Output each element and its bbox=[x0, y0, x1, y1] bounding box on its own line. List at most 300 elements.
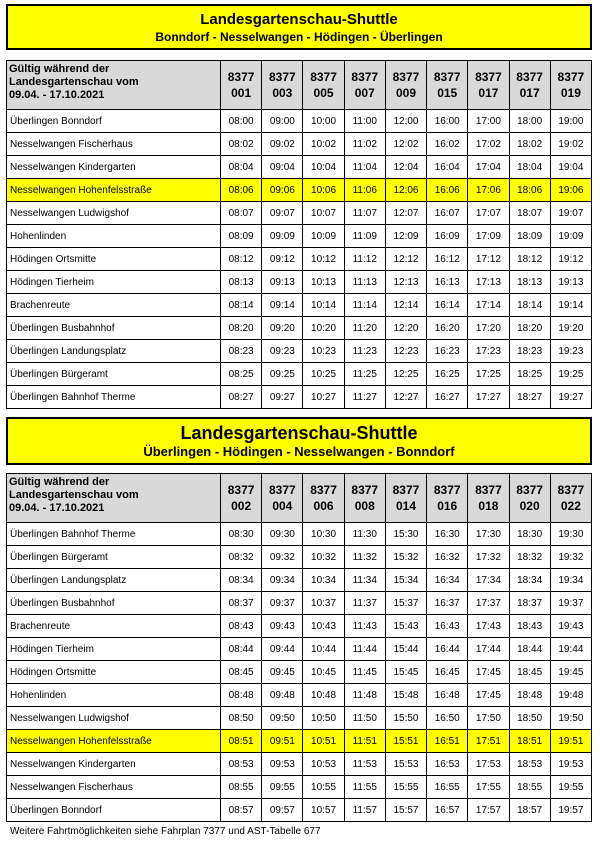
departure-time: 11:27 bbox=[344, 386, 385, 409]
departure-time: 17:00 bbox=[468, 110, 509, 133]
stop-row bbox=[7, 340, 592, 363]
departure-time: 08:45 bbox=[221, 661, 262, 684]
departure-time: 17:06 bbox=[468, 179, 509, 202]
departure-time: 08:43 bbox=[221, 615, 262, 638]
departure-time: 10:20 bbox=[303, 317, 344, 340]
validity-cell bbox=[7, 61, 221, 110]
departure-time: 18:25 bbox=[509, 363, 550, 386]
departure-time: 15:50 bbox=[385, 707, 426, 730]
stop-name: Nesselwangen Fischerhaus bbox=[7, 133, 221, 156]
departure-time: 18:48 bbox=[509, 684, 550, 707]
departure-time: 19:04 bbox=[550, 156, 591, 179]
line-number: 8377 bbox=[227, 70, 255, 84]
departure-time: 12:02 bbox=[385, 133, 426, 156]
trip-number-header bbox=[468, 474, 509, 523]
departure-time: 09:48 bbox=[262, 684, 303, 707]
timetable-2-route: Überlingen - Hödingen - Nesselwangen - Bonndorf bbox=[143, 444, 455, 459]
line-number: 8377 bbox=[351, 483, 379, 497]
departure-time: 09:04 bbox=[262, 156, 303, 179]
departure-time: 18:37 bbox=[509, 592, 550, 615]
validity-line: Landesgartenschau vom bbox=[9, 489, 139, 501]
departure-time: 18:20 bbox=[509, 317, 550, 340]
departure-time: 11:02 bbox=[344, 133, 385, 156]
departure-time: 10:32 bbox=[303, 546, 344, 569]
departure-time: 16:14 bbox=[427, 294, 468, 317]
stop-name: Überlingen Bonndorf bbox=[7, 799, 221, 822]
departure-time: 12:06 bbox=[385, 179, 426, 202]
stop-row bbox=[7, 156, 592, 179]
departure-time: 17:20 bbox=[468, 317, 509, 340]
departure-time: 18:34 bbox=[509, 569, 550, 592]
trip-number: 004 bbox=[272, 499, 293, 513]
stop-row bbox=[7, 271, 592, 294]
departure-time: 17:32 bbox=[468, 546, 509, 569]
departure-time: 11:09 bbox=[344, 225, 385, 248]
line-number: 8377 bbox=[516, 70, 543, 84]
timetable-1 bbox=[6, 60, 592, 409]
stop-name: Überlingen Busbahnhof bbox=[7, 317, 221, 340]
departure-time: 11:07 bbox=[344, 202, 385, 225]
departure-time: 10:51 bbox=[303, 730, 344, 753]
stop-name: Nesselwangen Fischerhaus bbox=[7, 776, 221, 799]
departure-time: 18:04 bbox=[509, 156, 550, 179]
departure-time: 10:55 bbox=[303, 776, 344, 799]
stop-name: Hödingen Ortsmitte bbox=[7, 661, 221, 684]
stop-row bbox=[7, 569, 592, 592]
departure-time: 11:32 bbox=[344, 546, 385, 569]
stop-name: Nesselwangen Ludwigshof bbox=[7, 707, 221, 730]
trip-number: 018 bbox=[478, 499, 499, 513]
trip-number-header bbox=[221, 61, 262, 110]
trip-number: 015 bbox=[437, 86, 458, 100]
departure-time: 09:20 bbox=[262, 317, 303, 340]
departure-time: 18:30 bbox=[509, 523, 550, 546]
departure-time: 09:32 bbox=[262, 546, 303, 569]
line-number: 8377 bbox=[227, 483, 255, 497]
departure-time: 08:34 bbox=[221, 569, 262, 592]
departure-time: 11:44 bbox=[344, 638, 385, 661]
departure-time: 09:45 bbox=[262, 661, 303, 684]
departure-time: 09:14 bbox=[262, 294, 303, 317]
departure-time: 11:04 bbox=[344, 156, 385, 179]
departure-time: 17:09 bbox=[468, 225, 509, 248]
departure-time: 19:23 bbox=[550, 340, 591, 363]
departure-time: 16:00 bbox=[427, 110, 468, 133]
trip-number-header bbox=[262, 61, 303, 110]
departure-time: 11:45 bbox=[344, 661, 385, 684]
departure-time: 09:09 bbox=[262, 225, 303, 248]
departure-time: 10:07 bbox=[303, 202, 344, 225]
departure-time: 08:00 bbox=[221, 110, 262, 133]
departure-time: 10:23 bbox=[303, 340, 344, 363]
departure-time: 19:12 bbox=[550, 248, 591, 271]
departure-time: 16:12 bbox=[427, 248, 468, 271]
departure-time: 09:55 bbox=[262, 776, 303, 799]
trip-number-header bbox=[427, 61, 468, 110]
departure-time: 16:57 bbox=[427, 799, 468, 822]
departure-time: 18:32 bbox=[509, 546, 550, 569]
departure-time: 12:12 bbox=[385, 248, 426, 271]
line-number: 8377 bbox=[433, 483, 461, 497]
stop-row bbox=[7, 546, 592, 569]
validity-line: Gültig während der bbox=[9, 476, 110, 488]
stop-row bbox=[7, 133, 592, 156]
stop-row bbox=[7, 776, 592, 799]
departure-time: 11:13 bbox=[344, 271, 385, 294]
trip-number-header bbox=[385, 474, 426, 523]
departure-time: 11:43 bbox=[344, 615, 385, 638]
trip-number: 019 bbox=[560, 86, 581, 100]
departure-time: 18:50 bbox=[509, 707, 550, 730]
departure-time: 19:57 bbox=[550, 799, 591, 822]
departure-time: 17:44 bbox=[468, 638, 509, 661]
departure-time: 17:13 bbox=[468, 271, 509, 294]
departure-time: 11:50 bbox=[344, 707, 385, 730]
departure-time: 08:44 bbox=[221, 638, 262, 661]
departure-time: 09:43 bbox=[262, 615, 303, 638]
departure-time: 10:37 bbox=[303, 592, 344, 615]
validity-line: 09.04. - 17.10.2021 bbox=[9, 89, 105, 101]
departure-time: 08:50 bbox=[221, 707, 262, 730]
validity-line: 09.04. - 17.10.2021 bbox=[9, 502, 105, 514]
trip-number-header bbox=[385, 61, 426, 110]
stop-row bbox=[7, 386, 592, 409]
departure-time: 19:30 bbox=[550, 523, 591, 546]
departure-time: 09:34 bbox=[262, 569, 303, 592]
departure-time: 09:50 bbox=[262, 707, 303, 730]
departure-time: 19:48 bbox=[550, 684, 591, 707]
stop-name: Hödingen Tierheim bbox=[7, 271, 221, 294]
departure-time: 17:53 bbox=[468, 753, 509, 776]
trip-number-header bbox=[262, 474, 303, 523]
departure-time: 08:37 bbox=[221, 592, 262, 615]
departure-time: 19:09 bbox=[550, 225, 591, 248]
departure-time: 08:30 bbox=[221, 523, 262, 546]
trip-number: 008 bbox=[354, 499, 375, 513]
departure-time: 19:53 bbox=[550, 753, 591, 776]
trip-number: 005 bbox=[313, 86, 334, 100]
stop-row bbox=[7, 317, 592, 340]
departure-time: 16:53 bbox=[427, 753, 468, 776]
stop-name: Überlingen Busbahnhof bbox=[7, 592, 221, 615]
departure-time: 11:12 bbox=[344, 248, 385, 271]
line-number: 8377 bbox=[433, 70, 461, 84]
departure-time: 18:27 bbox=[509, 386, 550, 409]
departure-time: 15:53 bbox=[385, 753, 426, 776]
departure-time: 09:02 bbox=[262, 133, 303, 156]
departure-time: 12:20 bbox=[385, 317, 426, 340]
departure-time: 16:51 bbox=[427, 730, 468, 753]
departure-time: 16:25 bbox=[427, 363, 468, 386]
departure-time: 09:53 bbox=[262, 753, 303, 776]
departure-time: 16:34 bbox=[427, 569, 468, 592]
stop-row bbox=[7, 225, 592, 248]
departure-time: 16:04 bbox=[427, 156, 468, 179]
departure-time: 12:23 bbox=[385, 340, 426, 363]
departure-time: 08:13 bbox=[221, 271, 262, 294]
stop-name: Brachenreute bbox=[7, 615, 221, 638]
departure-time: 19:06 bbox=[550, 179, 591, 202]
highlighted-stop-row bbox=[7, 730, 592, 753]
departure-time: 15:32 bbox=[385, 546, 426, 569]
trip-number-header bbox=[303, 61, 344, 110]
departure-time: 15:57 bbox=[385, 799, 426, 822]
trip-number-header bbox=[344, 474, 385, 523]
departure-time: 10:06 bbox=[303, 179, 344, 202]
stop-row bbox=[7, 294, 592, 317]
trip-number: 003 bbox=[272, 86, 293, 100]
departure-time: 10:13 bbox=[303, 271, 344, 294]
departure-time: 16:37 bbox=[427, 592, 468, 615]
line-number: 8377 bbox=[351, 70, 379, 84]
departure-time: 11:23 bbox=[344, 340, 385, 363]
stop-name: Nesselwangen Ludwigshof bbox=[7, 202, 221, 225]
stop-name: Brachenreute bbox=[7, 294, 221, 317]
trip-number: 020 bbox=[519, 499, 540, 513]
departure-time: 10:14 bbox=[303, 294, 344, 317]
trip-number-header bbox=[468, 61, 509, 110]
departure-time: 10:09 bbox=[303, 225, 344, 248]
header-row bbox=[7, 474, 592, 523]
departure-time: 11:53 bbox=[344, 753, 385, 776]
departure-time: 16:06 bbox=[427, 179, 468, 202]
departure-time: 12:25 bbox=[385, 363, 426, 386]
departure-time: 10:45 bbox=[303, 661, 344, 684]
stop-row bbox=[7, 615, 592, 638]
line-number: 8377 bbox=[268, 483, 296, 497]
departure-time: 08:27 bbox=[221, 386, 262, 409]
departure-time: 18:53 bbox=[509, 753, 550, 776]
departure-time: 08:55 bbox=[221, 776, 262, 799]
departure-time: 12:13 bbox=[385, 271, 426, 294]
trip-number: 001 bbox=[231, 86, 252, 100]
departure-time: 17:45 bbox=[468, 684, 509, 707]
departure-time: 17:55 bbox=[468, 776, 509, 799]
stop-name: Überlingen Bürgeramt bbox=[7, 363, 221, 386]
trip-number-header bbox=[550, 474, 591, 523]
header-row bbox=[7, 61, 592, 110]
departure-time: 16:07 bbox=[427, 202, 468, 225]
trip-number-header bbox=[550, 61, 591, 110]
departure-time: 15:48 bbox=[385, 684, 426, 707]
departure-time: 11:57 bbox=[344, 799, 385, 822]
trip-number-header bbox=[509, 61, 550, 110]
departure-time: 16:30 bbox=[427, 523, 468, 546]
stop-name: Überlingen Landungsplatz bbox=[7, 569, 221, 592]
departure-time: 09:00 bbox=[262, 110, 303, 133]
stop-name: Überlingen Bürgeramt bbox=[7, 546, 221, 569]
departure-time: 19:45 bbox=[550, 661, 591, 684]
trip-number-header bbox=[509, 474, 550, 523]
trip-number: 022 bbox=[560, 499, 581, 513]
stop-name: Nesselwangen Hohenfelsstraße bbox=[7, 730, 221, 753]
departure-time: 16:45 bbox=[427, 661, 468, 684]
departure-time: 17:50 bbox=[468, 707, 509, 730]
departure-time: 19:14 bbox=[550, 294, 591, 317]
departure-time: 17:43 bbox=[468, 615, 509, 638]
departure-time: 08:02 bbox=[221, 133, 262, 156]
timetable-2 bbox=[6, 473, 592, 822]
departure-time: 08:48 bbox=[221, 684, 262, 707]
departure-time: 19:20 bbox=[550, 317, 591, 340]
departure-time: 19:34 bbox=[550, 569, 591, 592]
departure-time: 18:07 bbox=[509, 202, 550, 225]
stop-row bbox=[7, 799, 592, 822]
departure-time: 11:14 bbox=[344, 294, 385, 317]
departure-time: 16:44 bbox=[427, 638, 468, 661]
departure-time: 11:48 bbox=[344, 684, 385, 707]
departure-time: 18:23 bbox=[509, 340, 550, 363]
stop-row bbox=[7, 707, 592, 730]
trip-number-header bbox=[427, 474, 468, 523]
stop-name: Hödingen Tierheim bbox=[7, 638, 221, 661]
departure-time: 19:02 bbox=[550, 133, 591, 156]
line-number: 8377 bbox=[475, 70, 502, 84]
departure-time: 18:45 bbox=[509, 661, 550, 684]
highlighted-stop-row bbox=[7, 179, 592, 202]
departure-time: 08:23 bbox=[221, 340, 262, 363]
departure-time: 11:34 bbox=[344, 569, 385, 592]
line-number: 8377 bbox=[516, 483, 543, 497]
departure-time: 15:45 bbox=[385, 661, 426, 684]
departure-time: 09:37 bbox=[262, 592, 303, 615]
departure-time: 12:27 bbox=[385, 386, 426, 409]
departure-time: 18:12 bbox=[509, 248, 550, 271]
departure-time: 15:51 bbox=[385, 730, 426, 753]
line-number: 8377 bbox=[392, 70, 420, 84]
departure-time: 19:50 bbox=[550, 707, 591, 730]
departure-time: 08:51 bbox=[221, 730, 262, 753]
departure-time: 08:57 bbox=[221, 799, 262, 822]
stop-row bbox=[7, 638, 592, 661]
stop-name: Nesselwangen Kindergarten bbox=[7, 753, 221, 776]
stop-name: Hohenlinden bbox=[7, 225, 221, 248]
stop-row bbox=[7, 592, 592, 615]
departure-time: 16:43 bbox=[427, 615, 468, 638]
stop-row bbox=[7, 202, 592, 225]
departure-time: 09:30 bbox=[262, 523, 303, 546]
departure-time: 08:14 bbox=[221, 294, 262, 317]
stop-row bbox=[7, 661, 592, 684]
line-number: 8377 bbox=[310, 483, 337, 497]
stop-name: Überlingen Bonndorf bbox=[7, 110, 221, 133]
departure-time: 10:12 bbox=[303, 248, 344, 271]
line-number: 8377 bbox=[310, 70, 337, 84]
timetable-2-banner bbox=[6, 417, 592, 465]
departure-time: 09:51 bbox=[262, 730, 303, 753]
departure-time: 08:32 bbox=[221, 546, 262, 569]
departure-time: 18:00 bbox=[509, 110, 550, 133]
departure-time: 09:12 bbox=[262, 248, 303, 271]
departure-time: 10:30 bbox=[303, 523, 344, 546]
departure-time: 09:13 bbox=[262, 271, 303, 294]
departure-time: 19:00 bbox=[550, 110, 591, 133]
departure-time: 19:13 bbox=[550, 271, 591, 294]
trip-number: 009 bbox=[395, 86, 416, 100]
departure-time: 10:50 bbox=[303, 707, 344, 730]
departure-time: 16:09 bbox=[427, 225, 468, 248]
departure-time: 11:37 bbox=[344, 592, 385, 615]
departure-time: 11:30 bbox=[344, 523, 385, 546]
departure-time: 09:06 bbox=[262, 179, 303, 202]
departure-time: 19:27 bbox=[550, 386, 591, 409]
departure-time: 09:44 bbox=[262, 638, 303, 661]
departure-time: 17:45 bbox=[468, 661, 509, 684]
departure-time: 12:00 bbox=[385, 110, 426, 133]
departure-time: 12:04 bbox=[385, 156, 426, 179]
line-number: 8377 bbox=[392, 483, 420, 497]
departure-time: 12:09 bbox=[385, 225, 426, 248]
stop-row bbox=[7, 684, 592, 707]
stop-name: Nesselwangen Kindergarten bbox=[7, 156, 221, 179]
departure-time: 10:04 bbox=[303, 156, 344, 179]
departure-time: 11:00 bbox=[344, 110, 385, 133]
departure-time: 17:02 bbox=[468, 133, 509, 156]
departure-time: 19:51 bbox=[550, 730, 591, 753]
line-number: 8377 bbox=[268, 70, 296, 84]
departure-time: 15:44 bbox=[385, 638, 426, 661]
departure-time: 17:04 bbox=[468, 156, 509, 179]
trip-number: 002 bbox=[231, 499, 252, 513]
departure-time: 16:20 bbox=[427, 317, 468, 340]
trip-number: 016 bbox=[437, 499, 458, 513]
departure-time: 18:55 bbox=[509, 776, 550, 799]
stop-name: Überlingen Bahnhof Therme bbox=[7, 386, 221, 409]
departure-time: 10:44 bbox=[303, 638, 344, 661]
trip-number: 007 bbox=[354, 86, 375, 100]
departure-time: 19:32 bbox=[550, 546, 591, 569]
stop-name: Nesselwangen Hohenfelsstraße bbox=[7, 179, 221, 202]
departure-time: 17:07 bbox=[468, 202, 509, 225]
departure-time: 09:23 bbox=[262, 340, 303, 363]
stop-name: Hödingen Ortsmitte bbox=[7, 248, 221, 271]
departure-time: 19:37 bbox=[550, 592, 591, 615]
departure-time: 08:06 bbox=[221, 179, 262, 202]
departure-time: 08:04 bbox=[221, 156, 262, 179]
departure-time: 16:55 bbox=[427, 776, 468, 799]
departure-time: 18:44 bbox=[509, 638, 550, 661]
departure-time: 17:12 bbox=[468, 248, 509, 271]
departure-time: 11:20 bbox=[344, 317, 385, 340]
validity-line: Gültig während der bbox=[9, 63, 110, 75]
trip-number-header bbox=[344, 61, 385, 110]
departure-time: 18:57 bbox=[509, 799, 550, 822]
departure-time: 18:02 bbox=[509, 133, 550, 156]
timetable-1-title: Landesgartenschau-Shuttle bbox=[200, 11, 398, 28]
departure-time: 08:25 bbox=[221, 363, 262, 386]
departure-time: 16:23 bbox=[427, 340, 468, 363]
departure-time: 19:55 bbox=[550, 776, 591, 799]
departure-time: 08:09 bbox=[221, 225, 262, 248]
departure-time: 10:48 bbox=[303, 684, 344, 707]
departure-time: 17:37 bbox=[468, 592, 509, 615]
line-number: 8377 bbox=[475, 483, 502, 497]
departure-time: 11:25 bbox=[344, 363, 385, 386]
trip-number: 006 bbox=[313, 499, 334, 513]
departure-time: 17:34 bbox=[468, 569, 509, 592]
departure-time: 15:55 bbox=[385, 776, 426, 799]
departure-time: 17:51 bbox=[468, 730, 509, 753]
departure-time: 10:00 bbox=[303, 110, 344, 133]
departure-time: 15:34 bbox=[385, 569, 426, 592]
departure-time: 15:37 bbox=[385, 592, 426, 615]
departure-time: 18:14 bbox=[509, 294, 550, 317]
validity-line: Landesgartenschau vom bbox=[9, 76, 139, 88]
trip-number: 014 bbox=[395, 499, 416, 513]
line-number: 8377 bbox=[557, 70, 585, 84]
departure-time: 15:30 bbox=[385, 523, 426, 546]
departure-time: 10:02 bbox=[303, 133, 344, 156]
